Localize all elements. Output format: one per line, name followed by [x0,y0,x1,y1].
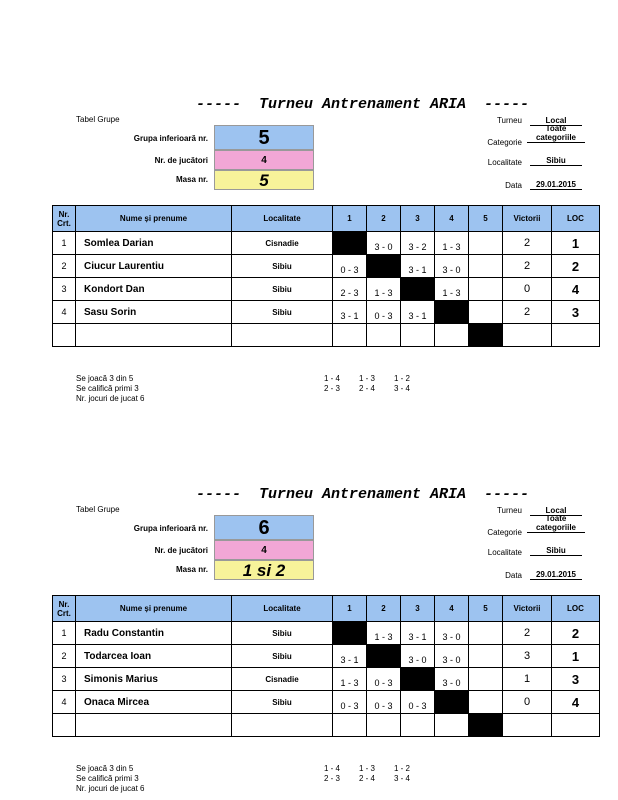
row-number: 3 [53,668,76,691]
player-name: Ciucur Laurentiu [76,255,232,278]
score-cell: 3 - 0 [435,255,469,278]
pairs-line [324,374,429,384]
grupa-label: Grupa inferioară nr. [133,134,208,143]
score-cell [367,714,401,737]
place-cell: 2 [552,255,600,278]
player-locality: Sibiu [232,278,333,301]
masa-value: 1 si 2 [214,560,314,580]
score-cell: 3 - 1 [333,645,367,668]
place-cell: 1 [552,645,600,668]
col-header: LOC [552,596,600,622]
col-header: Localitate [232,206,333,232]
score-cell [435,324,469,347]
turneu-value: Local [530,116,582,126]
player-locality [232,714,333,737]
match-pair: 1 - 4 [324,764,341,773]
match-pair: 2 - 3 [324,384,341,393]
jucatori-label: Nr. de jucători [154,156,208,165]
pairs-line [324,764,429,774]
data-value: 29.01.2015 [530,180,582,190]
col-header: Nr. Crt. [53,206,76,232]
self-match-cell [469,324,503,347]
table-row [53,232,600,255]
player-name [76,714,232,737]
rule-qualify: Se califică primi 3 [76,774,139,783]
col-header: 4 [435,206,469,232]
score-cell: 0 - 3 [367,668,401,691]
row-number: 3 [53,278,76,301]
self-match-cell [401,668,435,691]
tournament-title: ----- Turneu Antrenament ARIA ----- [196,96,530,113]
tabel-grupe-label: Tabel Grupe [76,505,120,514]
score-cell [401,324,435,347]
table-row [53,324,600,347]
score-cell: 2 - 3 [333,278,367,301]
score-cell: 0 - 3 [367,301,401,324]
self-match-cell [367,255,401,278]
score-cell: 0 - 3 [401,691,435,714]
masa-label: Masa nr. [175,565,208,574]
player-name: Simonis Marius [76,668,232,691]
player-locality: Sibiu [232,255,333,278]
col-header: 1 [333,206,367,232]
player-name [76,324,232,347]
localitate-value: Sibiu [530,546,582,556]
grupa-value: 6 [214,515,314,540]
victories-cell: 0 [503,691,552,714]
match-pair: 1 - 2 [394,374,411,383]
player-name: Somlea Darian [76,232,232,255]
turneu-value: Local [530,506,582,516]
match-pair: 3 - 4 [394,384,411,393]
header-row [53,206,600,232]
match-pair: 1 - 3 [359,374,376,383]
match-pair: 1 - 2 [394,764,411,773]
score-cell: 1 - 3 [435,278,469,301]
score-cell: 3 - 2 [401,232,435,255]
victories-cell: 0 [503,278,552,301]
score-cell: 0 - 3 [367,691,401,714]
self-match-cell [333,622,367,645]
row-number [53,714,76,737]
col-header: 1 [333,596,367,622]
table-row [53,278,600,301]
col-header: Nume și prenume [76,596,232,622]
row-number: 4 [53,691,76,714]
score-cell: 3 - 0 [435,622,469,645]
score-cell: 3 - 1 [401,622,435,645]
victories-cell: 3 [503,645,552,668]
row-number: 1 [53,232,76,255]
self-match-cell [435,691,469,714]
jucatori-label: Nr. de jucători [154,546,208,555]
player-locality: Sibiu [232,645,333,668]
turneu-label: Turneu [496,116,522,125]
score-cell [469,255,503,278]
match-pairs [324,764,429,784]
score-cell [367,324,401,347]
table-row [53,714,600,737]
jucatori-value: 4 [214,540,314,560]
group-table [52,205,600,347]
place-cell: 3 [552,301,600,324]
table-row [53,301,600,324]
col-header: 2 [367,596,401,622]
place-cell [552,714,600,737]
score-cell: 1 - 3 [367,622,401,645]
player-locality: Cisnadie [232,232,333,255]
score-cell [469,232,503,255]
data-value: 29.01.2015 [530,570,582,580]
match-pair: 3 - 4 [394,774,411,783]
score-cell [435,714,469,737]
victories-cell: 2 [503,301,552,324]
match-pair: 2 - 4 [359,384,376,393]
pairs-line [324,774,429,784]
score-cell [333,324,367,347]
table-row [53,622,600,645]
data-label: Data [505,181,522,190]
localitate-label: Localitate [487,158,522,167]
row-number [53,324,76,347]
victories-cell: 2 [503,622,552,645]
col-header: Localitate [232,596,333,622]
self-match-cell [435,301,469,324]
place-cell: 4 [552,278,600,301]
place-cell: 1 [552,232,600,255]
col-header: 3 [401,206,435,232]
table-row [53,255,600,278]
score-cell [469,301,503,324]
player-locality: Cisnadie [232,668,333,691]
col-header: 3 [401,596,435,622]
score-cell [469,645,503,668]
col-header: LOC [552,206,600,232]
score-cell: 1 - 3 [333,668,367,691]
masa-label: Masa nr. [175,175,208,184]
victories-cell [503,324,552,347]
rule-games: Nr. jocuri de jucat 6 [76,784,145,793]
score-cell: 3 - 0 [367,232,401,255]
self-match-cell [469,714,503,737]
match-pair: 2 - 3 [324,774,341,783]
player-locality [232,324,333,347]
row-number: 4 [53,301,76,324]
self-match-cell [401,278,435,301]
table-row [53,645,600,668]
victories-cell [503,714,552,737]
row-number: 2 [53,255,76,278]
masa-value: 5 [214,170,314,190]
group-sheet [0,390,618,793]
categorie-label: Categorie [487,528,522,537]
col-header: 2 [367,206,401,232]
col-header: 5 [469,206,503,232]
player-name: Sasu Sorin [76,301,232,324]
rule-qualify: Se califică primi 3 [76,384,139,393]
match-pair: 2 - 4 [359,774,376,783]
categorie-label: Categorie [487,138,522,147]
rule-sets: Se joacă 3 din 5 [76,374,134,383]
header-row [53,596,600,622]
turneu-label: Turneu [496,506,522,515]
tournament-title: ----- Turneu Antrenament ARIA ----- [196,486,530,503]
match-pair: 1 - 4 [324,374,341,383]
score-cell: 3 - 0 [401,645,435,668]
row-number: 1 [53,622,76,645]
score-cell [401,714,435,737]
place-cell: 4 [552,691,600,714]
table-row [53,691,600,714]
score-cell: 1 - 3 [435,232,469,255]
col-header: Nr. Crt. [53,596,76,622]
match-rules [76,764,144,794]
col-header: 4 [435,596,469,622]
player-name: Todarcea Ioan [76,645,232,668]
player-name: Kondort Dan [76,278,232,301]
score-cell [469,668,503,691]
categorie-value: Toate categoriile [527,124,585,143]
localitate-label: Localitate [487,548,522,557]
place-cell: 3 [552,668,600,691]
categorie-value: Toate categoriile [527,514,585,533]
col-header: 5 [469,596,503,622]
score-cell: 0 - 3 [333,691,367,714]
player-locality: Sibiu [232,301,333,324]
score-cell: 3 - 1 [333,301,367,324]
score-cell: 1 - 3 [367,278,401,301]
rule-sets: Se joacă 3 din 5 [76,764,134,773]
place-cell: 2 [552,622,600,645]
score-cell: 3 - 1 [401,255,435,278]
tabel-grupe-label: Tabel Grupe [76,115,120,124]
victories-cell: 1 [503,668,552,691]
score-cell: 3 - 0 [435,645,469,668]
score-cell: 0 - 3 [333,255,367,278]
self-match-cell [367,645,401,668]
player-name: Radu Constantin [76,622,232,645]
group-table [52,595,600,737]
score-cell [333,714,367,737]
match-pair: 1 - 3 [359,764,376,773]
player-locality: Sibiu [232,691,333,714]
victories-cell: 2 [503,232,552,255]
jucatori-value: 4 [214,150,314,170]
victories-cell: 2 [503,255,552,278]
localitate-value: Sibiu [530,156,582,166]
player-name: Onaca Mircea [76,691,232,714]
score-cell: 3 - 1 [401,301,435,324]
col-header: Nume și prenume [76,206,232,232]
score-cell [469,691,503,714]
self-match-cell [333,232,367,255]
score-cell [469,278,503,301]
col-header: Victorii [503,206,552,232]
grupa-label: Grupa inferioară nr. [133,524,208,533]
score-cell: 3 - 0 [435,668,469,691]
grupa-value: 5 [214,125,314,150]
player-locality: Sibiu [232,622,333,645]
col-header: Victorii [503,596,552,622]
data-label: Data [505,571,522,580]
row-number: 2 [53,645,76,668]
score-cell [469,622,503,645]
place-cell [552,324,600,347]
table-row [53,668,600,691]
rule-games: Nr. jocuri de jucat 6 [76,394,145,403]
